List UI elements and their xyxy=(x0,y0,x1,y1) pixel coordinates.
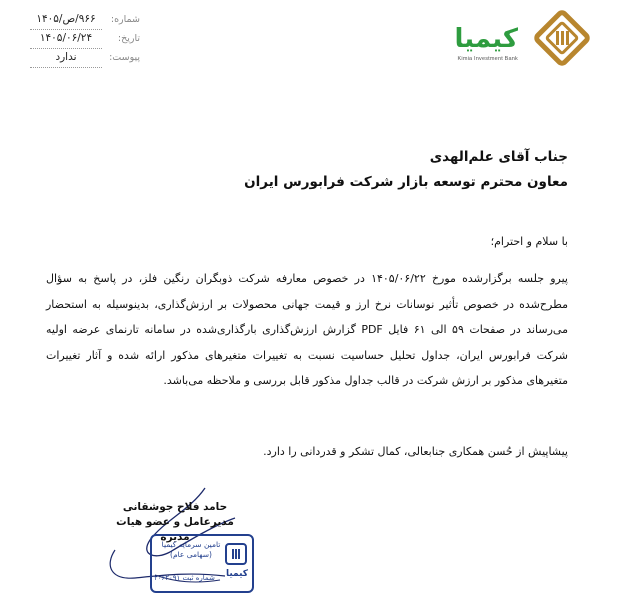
letter-date-value: ۱۴۰۵/۰۶/۲۴ xyxy=(30,29,102,49)
company-stamp xyxy=(150,534,254,593)
signatory-title: مدیرعامل و عضو هیات مدیره xyxy=(116,516,234,543)
letter-number-value: ۹۶۶/ص/۱۴۰۵ xyxy=(30,10,102,30)
letter-meta xyxy=(30,10,140,67)
letter-number-row xyxy=(30,10,140,29)
kimia-emblem-icon xyxy=(532,8,592,68)
stamp-brand: کیمیا xyxy=(226,569,248,579)
letter-date-row xyxy=(30,29,140,48)
addressee-name: جناب آقای علم‌الهدی xyxy=(429,149,568,165)
stamp-company: تامین سرمایه کیمیا xyxy=(161,540,221,549)
logo-wordmark: کیمیا xyxy=(454,24,518,54)
stamp-emblem-icon xyxy=(224,542,248,566)
greeting: با سلام و احترام؛ xyxy=(490,235,568,248)
letter-date-label: تاریخ: xyxy=(117,33,140,44)
letter-attachment-value: ندارد xyxy=(30,48,102,68)
closing-line: پیشاپیش از حُسن همکاری جنابعالی، کمال تشکر و قدردانی را دارد. xyxy=(263,445,568,458)
body-paragraph: پیرو جلسه برگزارشده مورخ ۱۴۰۵/۰۶/۲۲ در خصوص معارفه شرکت ذوبگران رنگین فلز، در پاسخ به سؤال مطرح‌شده در خصوص تأثیر نوسانات نرخ ارز و قیمت جهانی محصولات بر ارزش‌گذاری، بدینوسیله به استحضار می‌رساند در صفحات ۵۹ الی ۶۱ فایل PDF گزارش ارزش‌گذاری بارگذاری‌شده در سامانه تارنمای عرضه اولیه شرکت فرابورس ایران، جداول تحلیل حساسیت نسبت به تغییرات متغیرهای مذکور ارائه شده و آثار تغییرات متغیرهای مذکور بر ارزش شرکت در قالب جداول مذکور قابل بررسی و ملاحظه می‌باشد. xyxy=(46,272,568,387)
letter-body xyxy=(46,266,568,394)
addressee xyxy=(244,145,568,195)
letter-attachment-row xyxy=(30,48,140,67)
stamp-type: (سهامی عام) xyxy=(170,550,212,559)
letter-attachment-label: پیوست: xyxy=(109,52,140,63)
company-logo xyxy=(454,8,592,68)
stamp-registration: شماره ثبت ۴۰۶۲۰۹۱ xyxy=(154,574,215,582)
logo-subtitle: Kimia Investment Bank xyxy=(457,56,518,62)
signatory-name: حامد فلاح جوشقانی xyxy=(122,501,228,513)
addressee-title: معاون محترم توسعه بازار شرکت فرابورس ایران xyxy=(244,174,568,190)
letter-number-label: شماره: xyxy=(110,14,140,25)
